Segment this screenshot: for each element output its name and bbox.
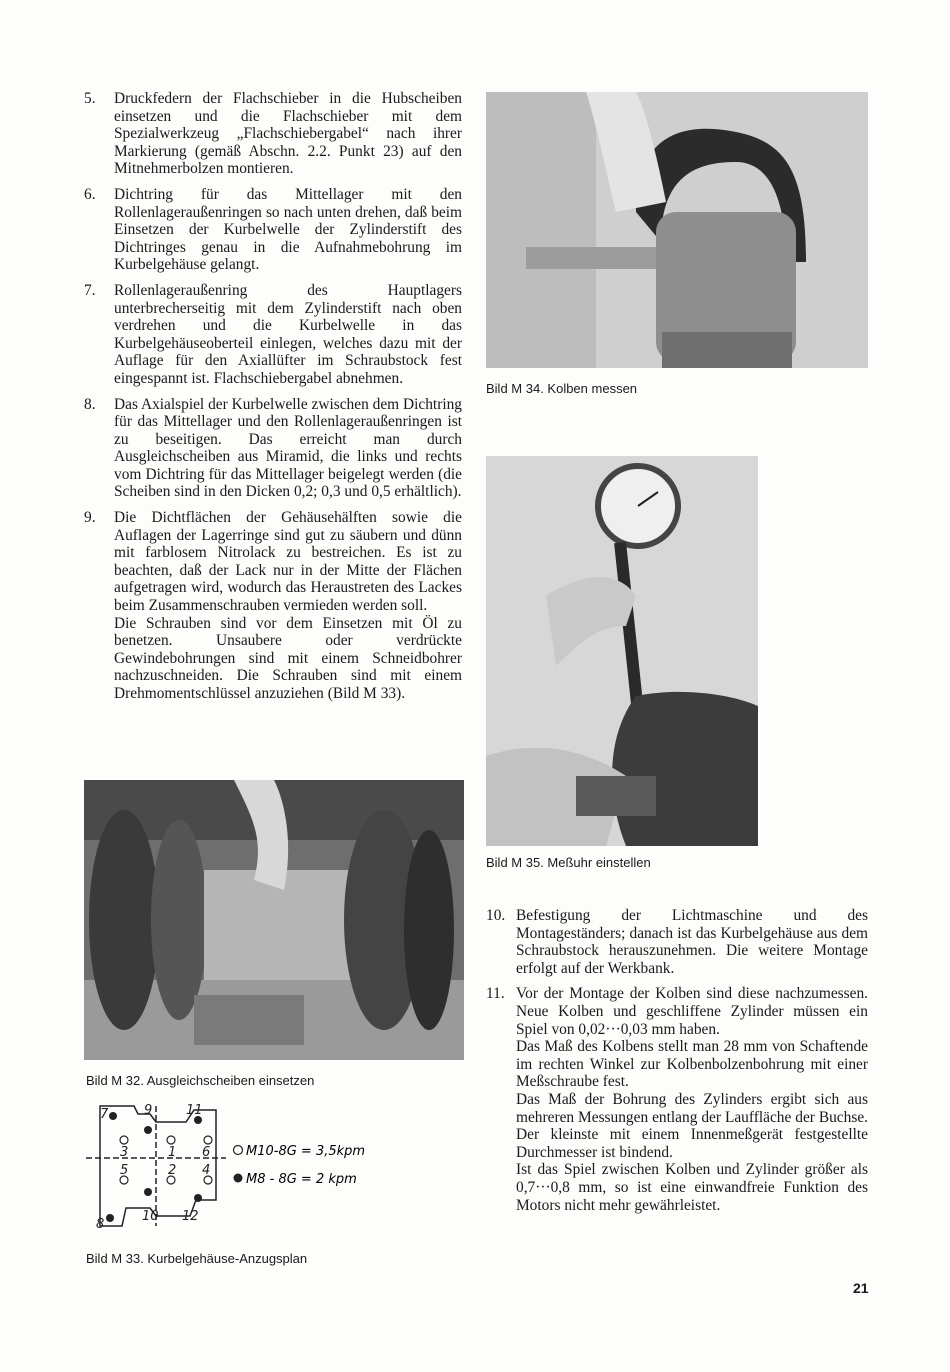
item-paragraph: Druckfedern der Flachschieber in die Hubscheiben einsetzen und die Flachschieber mit dem Spezialwerkzeug „Flachschiebergabel“ nach ihrer Markierung (gemäß Abschn. 2.2. Punkt 23) auf den Mitnehmerbolzen montieren.	[114, 90, 462, 178]
item-paragraph: Die Schrauben sind vor dem Einsetzen mit Öl zu benetzen. Unsaubere oder verdrückte Gewindebohrungen sind mit einem Schneidbohrer nachzuschneiden. Die Schrauben sind mit einem Drehmomentschlüssel anzuziehen (Bild M 33).	[114, 614, 462, 702]
list-item	[84, 396, 462, 502]
item-paragraph: Rollenlageraußenring des Hauptlagers unterbrecherseitig mit dem Zylinderstift nach oben verdrehen und die Kurbelwelle in das Kurbelgehäuseoberteil einlegen, welches dazu mit der Auflage für den Axiallüfter im Schraubstock fest eingespannt ist. Flachschiebergabel abnehmen.	[114, 281, 462, 387]
bolt-label: 8	[96, 1217, 105, 1232]
list-item	[84, 186, 462, 274]
caption-m34: Bild M 34. Kolben messen	[486, 381, 638, 396]
legend-filled: M8 - 8G = 2 kpm	[246, 1172, 357, 1187]
item-number: 10.	[486, 907, 506, 924]
photo-m32	[84, 780, 464, 1060]
bolt-label: 12	[182, 1209, 199, 1224]
bolt-label: 5	[120, 1163, 129, 1178]
item-paragraph: Befestigung der Lichtmaschine und des Montageständers; danach ist das Kurbelgehäuse aus dem Schraubstock herauszunehmen. Die weitere Montage erfolgt auf der Werkbank.	[516, 907, 868, 977]
item-number: 5.	[84, 90, 96, 107]
caption-m32: Bild M 32. Ausgleichscheiben einsetzen	[86, 1073, 315, 1088]
page-number: 21	[853, 1280, 869, 1296]
right-column	[486, 907, 868, 1222]
bolt-label: 1	[168, 1145, 177, 1160]
left-column	[84, 90, 462, 711]
item-number: 6.	[84, 185, 96, 203]
bolt-label: 3	[120, 1145, 129, 1160]
item-paragraph: Das Maß des Kolbens stellt man 28 mm von Schaftende im rechten Winkel zur Kolbenbolzenbohrung mit einer Meßschraube fest.	[516, 1038, 868, 1091]
bolt-plan-diagram	[86, 1100, 386, 1240]
item-paragraph: Dichtring für das Mittellager mit den Rollenlageraußenringen so nach unten drehen, daß beim Einsetzen der Kurbelwelle der Zylinderstift des Dichtringes genau in die Aufnahmebohrung im Kurbelgehäuse gelangt.	[114, 185, 462, 274]
list-item	[84, 509, 462, 703]
caption-m35: Bild M 35. Meßuhr einstellen	[486, 855, 651, 870]
photo-m34	[486, 92, 868, 368]
item-number: 9.	[84, 509, 96, 527]
bolt-label: 4	[202, 1163, 211, 1178]
item-number: 8.	[84, 395, 96, 413]
photo-m35	[486, 456, 758, 846]
dial-gauge-photo	[486, 456, 758, 846]
list-item	[486, 985, 868, 1214]
bolt-label: 2	[168, 1163, 177, 1178]
item-paragraph: Das Maß der Bohrung des Zylinders ergibt sich aus mehreren Messungen entlang der Lauffläche der Buchse. Der kleinste mit einem Innenmeßgerät festgestellte Durchmesser ist bindend.	[516, 1090, 868, 1161]
caption-m33: Bild M 33. Kurbelgehäuse-Anzugsplan	[86, 1251, 308, 1266]
micrometer-photo	[486, 92, 868, 368]
item-number: 7.	[84, 281, 96, 299]
bolt-label: 11	[186, 1103, 203, 1118]
list-item	[84, 282, 462, 388]
item-paragraph: Die Dichtflächen der Gehäusehälften sowie die Auflagen der Lagerringe sind gut zu säubern und dünn mit farblosem Nitrolack zu bestreichen. Es ist zu beachten, daß der Lack nur in der Mitte der Flächen aufgetragen wird, wodurch das Heraustreten des Lackes beim Zusammenschrauben vermieden werden soll.	[114, 509, 462, 615]
legend-open: M10-8G = 3,5kpm	[246, 1144, 366, 1159]
item-number: 11.	[486, 985, 505, 1003]
bolt-label: 9	[144, 1103, 153, 1118]
crankshaft-photo	[84, 780, 464, 1060]
tightening-diagram	[86, 1100, 386, 1240]
item-paragraph: Vor der Montage der Kolben sind diese nachzumessen. Neue Kolben und geschliffene Zylinder müssen ein Spiel von 0,02···0,03 mm haben.	[516, 985, 868, 1038]
list-item	[84, 90, 462, 178]
item-paragraph: Das Axialspiel der Kurbelwelle zwischen dem Dichtring für das Mittellager und den Rollenlageraußenringen ist zu beseitigen. Das erreicht man durch Ausgleichscheiben aus Miramid, die links und rechts vom Dichtring für das Mittellager beigelegt werden (die Scheiben sind in den Dicken 0,2; 0,3 und 0,5 erhältlich).	[114, 395, 462, 501]
bolt-label: 6	[202, 1145, 211, 1160]
item-paragraph: Ist das Spiel zwischen Kolben und Zylinder größer als 0,7···0,8 mm, so ist eine einwandfreie Funktion des Motors nicht mehr gewährleistet.	[516, 1161, 868, 1214]
bolt-label: 10	[142, 1209, 159, 1224]
bolt-label: 7	[100, 1107, 109, 1122]
list-item	[486, 907, 868, 977]
